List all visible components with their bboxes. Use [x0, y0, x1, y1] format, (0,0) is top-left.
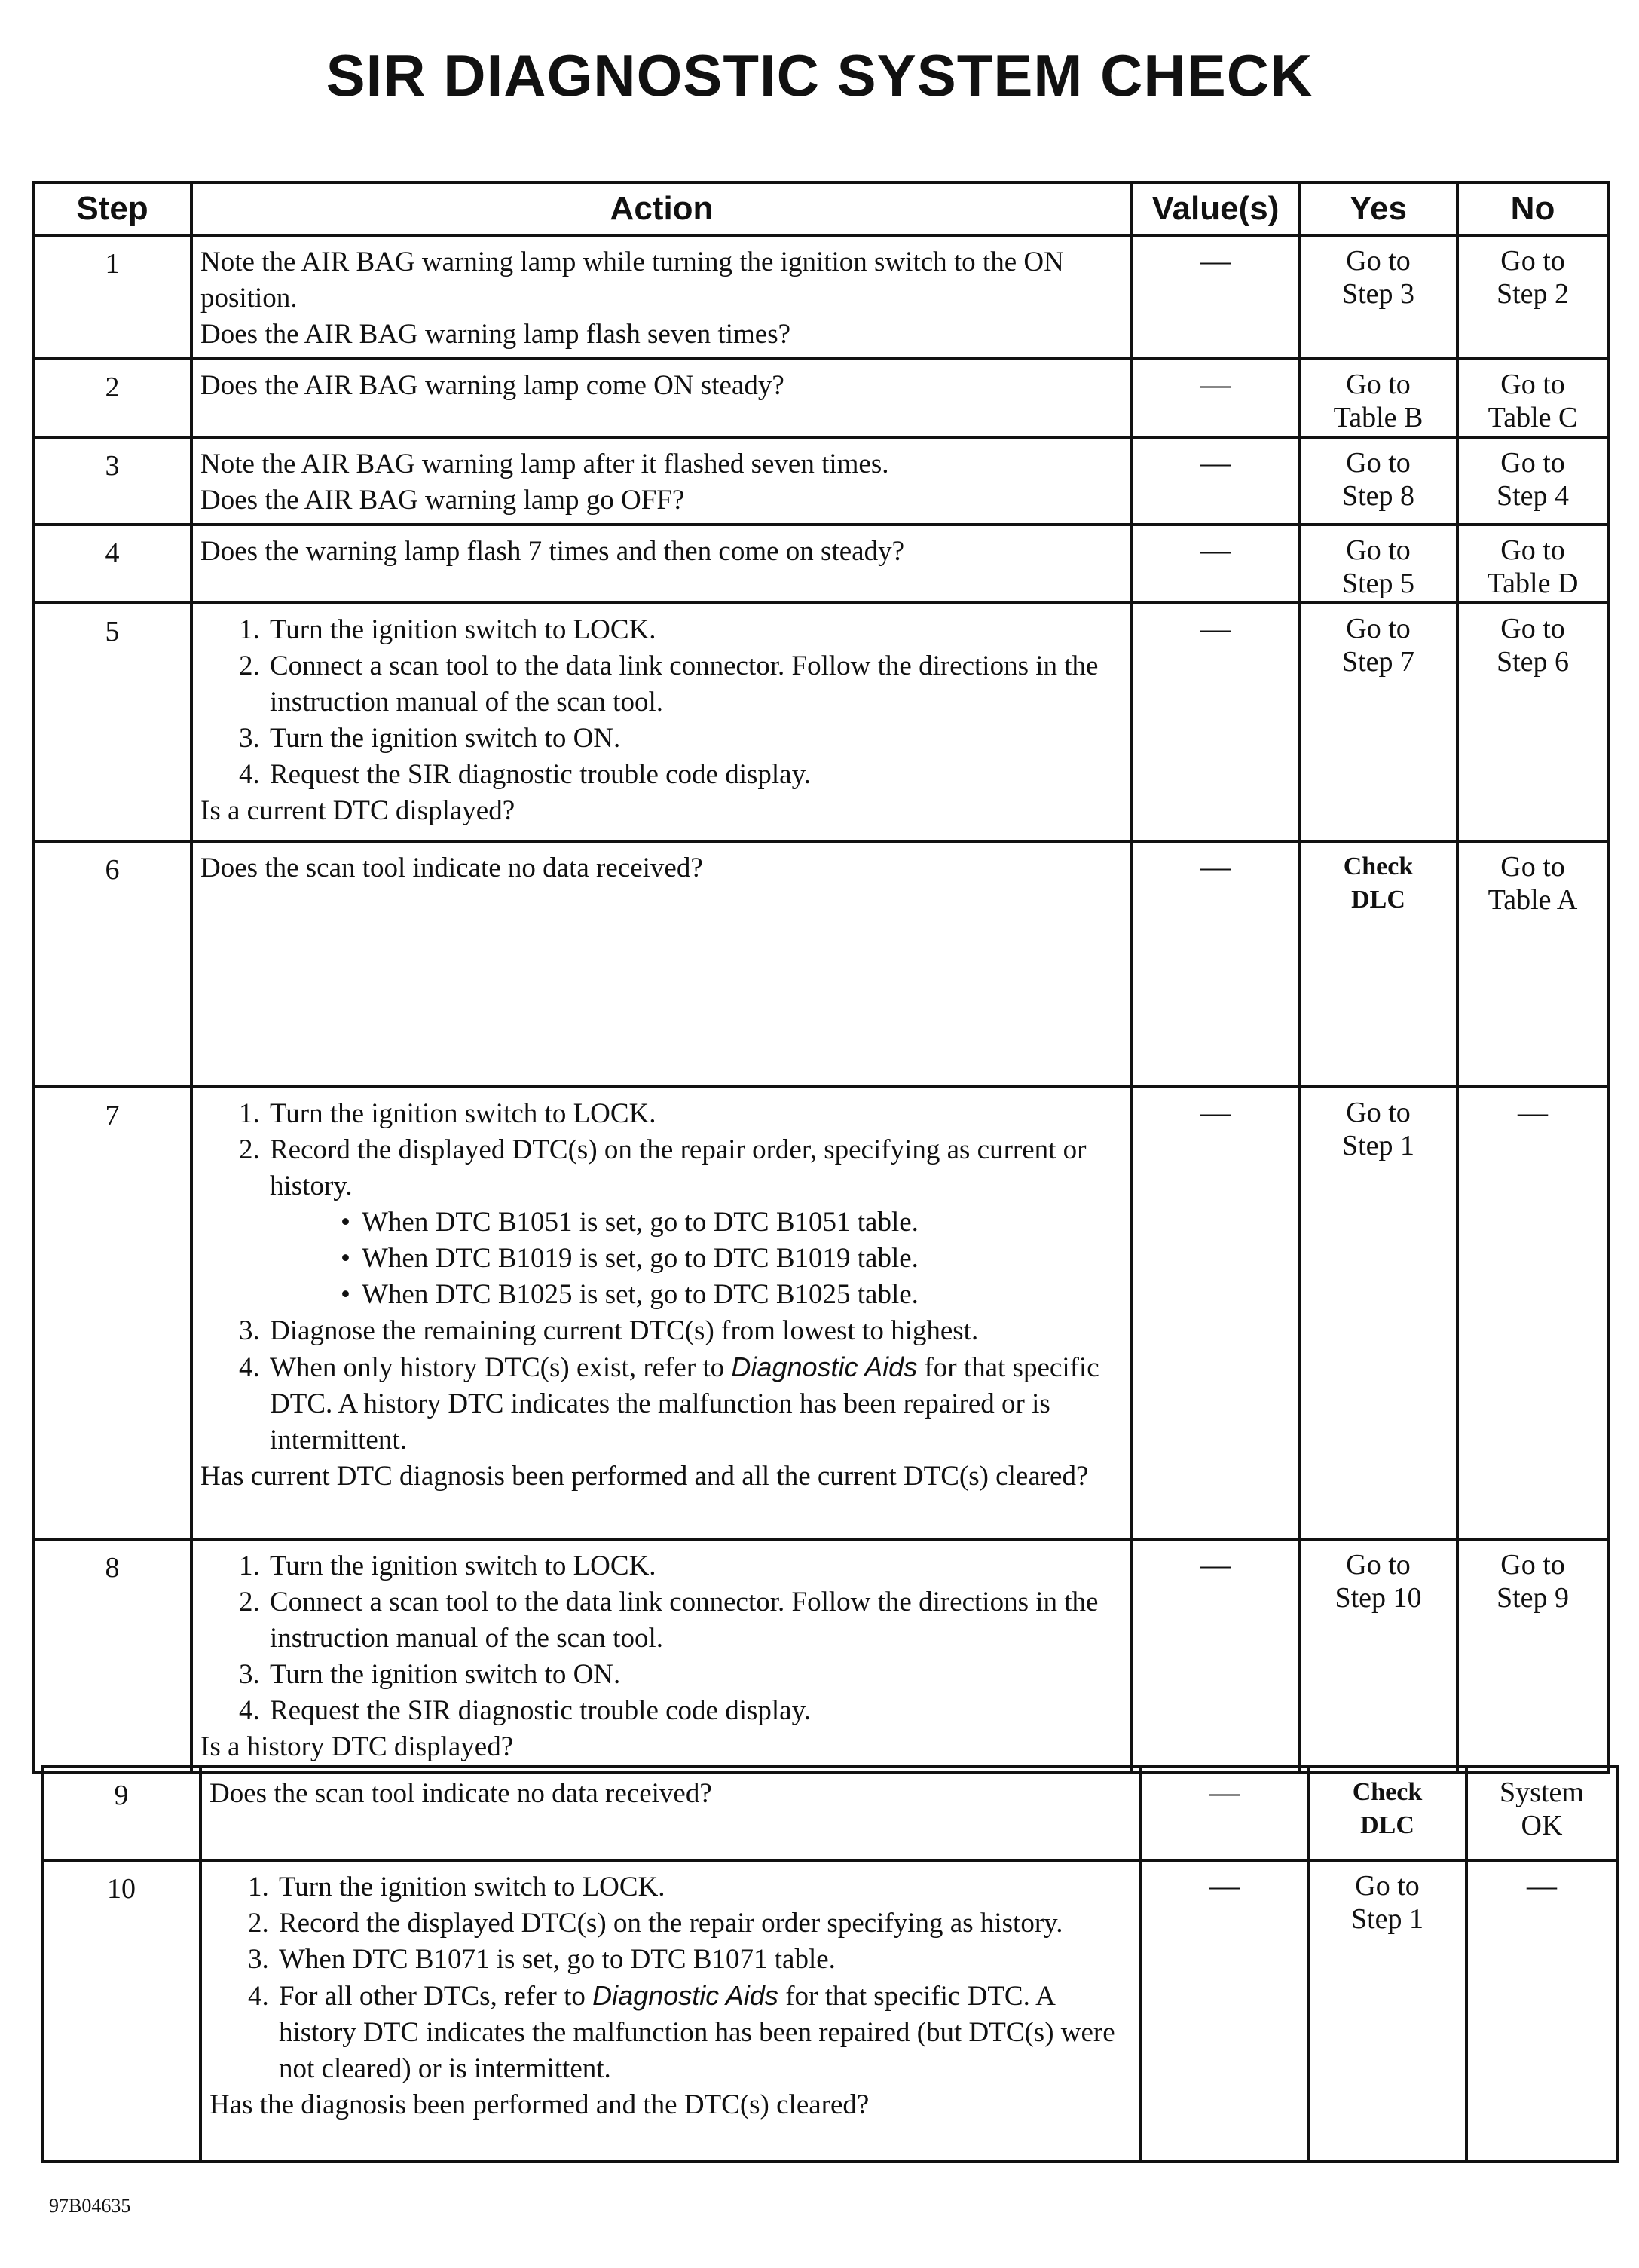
yes-line: DLC: [1360, 1811, 1414, 1839]
yes-line: Step 7: [1341, 646, 1415, 678]
table-header-row: [33, 182, 1608, 235]
step-number: 9: [42, 1767, 200, 1860]
step-number: 8: [33, 1539, 191, 1773]
action-item: 2. Connect a scan tool to the data link connector. Follow the directions in the instruction manual of the scan tool.: [267, 648, 1123, 721]
bullet-item: • When DTC B1025 is set, go to DTC B1025 table.: [338, 1277, 1123, 1313]
no-line: Go to: [1500, 245, 1565, 277]
table-row: [33, 437, 1608, 525]
action-item: [276, 1978, 1132, 2087]
value-cell: —: [1132, 1087, 1299, 1539]
action-question: Does the AIR BAG warning lamp go OFF?: [200, 485, 685, 516]
no-line: System: [1500, 1777, 1584, 1808]
action-item: [267, 1132, 1123, 1313]
step-number: 6: [33, 841, 191, 1087]
bullet-item: • When DTC B1051 is set, go to DTC B1051 table.: [338, 1204, 1123, 1241]
no-cell: [1466, 1767, 1617, 1860]
value-cell: —: [1132, 235, 1299, 359]
no-cell: [1457, 525, 1608, 603]
value-cell: —: [1132, 525, 1299, 603]
action-question: Is a history DTC displayed?: [200, 1731, 514, 1762]
value-cell: —: [1132, 437, 1299, 525]
yes-line: Step 5: [1341, 568, 1415, 599]
value-cell: —: [1141, 1767, 1308, 1860]
value-cell: —: [1132, 359, 1299, 437]
action-list: [200, 612, 1123, 793]
action-list: [200, 1548, 1123, 1729]
action-cell: [191, 841, 1132, 1087]
action-text: Note the AIR BAG warning lamp while turning the ignition switch to the ON position.: [200, 246, 1064, 314]
step-number: 1: [33, 235, 191, 359]
action-question: Has the diagnosis been performed and the DTC(s) cleared?: [209, 2089, 870, 2120]
yes-line: Step 3: [1341, 278, 1415, 310]
yes-cell: [1308, 1860, 1466, 2162]
action-question: Does the warning lamp flash 7 times and then come on steady?: [200, 536, 904, 567]
header-action: Action: [191, 182, 1132, 235]
action-item-text: Record the displayed DTC(s) on the repair order, specifying as current or history.: [270, 1134, 1087, 1201]
step-number: 5: [33, 603, 191, 841]
no-line: Go to: [1500, 447, 1565, 479]
no-line: OK: [1521, 1810, 1563, 1841]
action-cell: [200, 1860, 1141, 2162]
no-line: Go to: [1500, 851, 1565, 883]
yes-line: Go to: [1355, 1870, 1420, 1902]
table-row: [33, 235, 1608, 359]
yes-line: Step 1: [1341, 1130, 1415, 1162]
yes-line: Go to: [1346, 1549, 1411, 1581]
action-question: Has current DTC diagnosis been performed and all the current DTC(s) cleared?: [200, 1461, 1089, 1492]
step-number: 7: [33, 1087, 191, 1539]
yes-line: Go to: [1346, 613, 1411, 644]
action-item: 1. Turn the ignition switch to LOCK.: [267, 612, 1123, 648]
header-step: Step: [33, 182, 191, 235]
no-cell: [1457, 359, 1608, 437]
yes-cell: [1299, 359, 1457, 437]
action-item-text: For all other DTCs, refer to: [279, 1981, 593, 2012]
no-line: Go to: [1500, 534, 1565, 566]
action-item: 3. Turn the ignition switch to ON.: [267, 1657, 1123, 1693]
no-cell: [1457, 437, 1608, 525]
yes-line: Table B: [1333, 402, 1423, 433]
yes-line: Step 8: [1341, 480, 1415, 512]
yes-line: Go to: [1346, 534, 1411, 566]
diagnostic-aids-reference: Diagnostic Aids: [731, 1351, 918, 1382]
action-item-text: When only history DTC(s) exist, refer to: [270, 1352, 732, 1383]
action-item: 2. Record the displayed DTC(s) on the repair order specifying as history.: [276, 1905, 1132, 1942]
action-cell: [191, 359, 1132, 437]
action-cell: [200, 1767, 1141, 1860]
yes-line: Go to: [1346, 1097, 1411, 1128]
no-line: Step 6: [1496, 646, 1570, 678]
no-line: Table D: [1487, 568, 1579, 599]
step-number: 10: [42, 1860, 200, 2162]
action-item: 1. Turn the ignition switch to LOCK.: [276, 1869, 1132, 1905]
action-list: [209, 1869, 1132, 2087]
action-item: 3. Diagnose the remaining current DTC(s) from lowest to highest.: [267, 1313, 1123, 1349]
yes-cell: [1308, 1767, 1466, 1860]
action-item: 1. Turn the ignition switch to LOCK.: [267, 1096, 1123, 1132]
value-cell: —: [1141, 1860, 1308, 2162]
no-line: Go to: [1500, 369, 1565, 400]
header-yes: Yes: [1299, 182, 1457, 235]
table-row: [42, 1767, 1617, 1860]
yes-line: DLC: [1351, 886, 1405, 914]
action-item: 2. Connect a scan tool to the data link connector. Follow the directions in the instruction manual of the scan tool.: [267, 1584, 1123, 1657]
action-item: 3. Turn the ignition switch to ON.: [267, 721, 1123, 757]
action-cell: [191, 235, 1132, 359]
no-cell: —: [1466, 1860, 1617, 2162]
no-line: Step 4: [1496, 480, 1570, 512]
yes-cell: [1299, 603, 1457, 841]
action-item: 1. Turn the ignition switch to LOCK.: [267, 1548, 1123, 1584]
action-cell: [191, 1087, 1132, 1539]
page-title: SIR DIAGNOSTIC SYSTEM CHECK: [326, 42, 1313, 109]
no-line: Go to: [1500, 1549, 1565, 1581]
step-number: 4: [33, 525, 191, 603]
action-item-text: for that specific DTC. A history DTC indicates the malfunction has been repaired or is intermittent.: [270, 1352, 1099, 1455]
header-values: Value(s): [1132, 182, 1299, 235]
action-question: Does the scan tool indicate no data received?: [200, 852, 703, 883]
document-code: 97B04635: [49, 2195, 131, 2217]
yes-line: Go to: [1346, 447, 1411, 479]
action-cell: [191, 603, 1132, 841]
action-question: Does the AIR BAG warning lamp come ON steady?: [200, 370, 784, 401]
action-cell: [191, 437, 1132, 525]
no-cell: [1457, 235, 1608, 359]
table-row: [42, 1860, 1617, 2162]
table-row: [33, 841, 1608, 1087]
no-cell: [1457, 841, 1608, 1087]
value-cell: —: [1132, 603, 1299, 841]
action-item: 4. Request the SIR diagnostic trouble code display.: [267, 1693, 1123, 1729]
step-number: 2: [33, 359, 191, 437]
step-number: 3: [33, 437, 191, 525]
no-cell: [1457, 1539, 1608, 1773]
bullet-list: [270, 1204, 1123, 1313]
action-item: 4. Request the SIR diagnostic trouble code display.: [267, 757, 1123, 793]
action-item-text: for that specific DTC. A history DTC indicates the malfunction has been repaired (but DTC(s) were not cleared) or is intermittent.: [279, 1981, 1115, 2084]
no-cell: —: [1457, 1087, 1608, 1539]
yes-cell: [1299, 235, 1457, 359]
action-text: Note the AIR BAG warning lamp after it flashed seven times.: [200, 448, 889, 479]
bullet-item: • When DTC B1019 is set, go to DTC B1019 table.: [338, 1241, 1123, 1277]
yes-cell: [1299, 1539, 1457, 1773]
action-item: 3. When DTC B1071 is set, go to DTC B1071 table.: [276, 1942, 1132, 1978]
no-line: Table C: [1488, 402, 1578, 433]
yes-line: Step 1: [1350, 1903, 1424, 1935]
yes-cell: [1299, 525, 1457, 603]
action-list: [200, 1096, 1123, 1458]
action-question: Does the scan tool indicate no data received?: [209, 1778, 712, 1809]
header-no: No: [1457, 182, 1608, 235]
action-cell: [191, 1539, 1132, 1773]
yes-line: Check: [1343, 852, 1414, 880]
no-line: Table A: [1488, 884, 1578, 916]
no-line: Step 9: [1496, 1582, 1570, 1614]
no-line: Go to: [1500, 613, 1565, 644]
yes-cell: [1299, 437, 1457, 525]
action-cell: [191, 525, 1132, 603]
table-row: [33, 603, 1608, 841]
action-question: Is a current DTC displayed?: [200, 795, 515, 826]
yes-cell: [1299, 1087, 1457, 1539]
action-item: [267, 1349, 1123, 1458]
diagnostic-table-continued: [41, 1765, 1619, 2163]
diagnostic-table: [32, 181, 1610, 1774]
no-cell: [1457, 603, 1608, 841]
diagnostic-aids-reference: Diagnostic Aids: [592, 1980, 778, 2011]
table-row: [33, 359, 1608, 437]
yes-line: Go to: [1346, 245, 1411, 277]
yes-line: Go to: [1346, 369, 1411, 400]
table-row: [33, 525, 1608, 603]
action-question: Does the AIR BAG warning lamp flash seven times?: [200, 319, 791, 350]
value-cell: —: [1132, 841, 1299, 1087]
no-line: Step 2: [1496, 278, 1570, 310]
value-cell: —: [1132, 1539, 1299, 1773]
table-row: [33, 1087, 1608, 1539]
yes-line: Check: [1352, 1778, 1423, 1806]
table-row: [33, 1539, 1608, 1773]
yes-cell: [1299, 841, 1457, 1087]
yes-line: Step 10: [1335, 1582, 1422, 1614]
